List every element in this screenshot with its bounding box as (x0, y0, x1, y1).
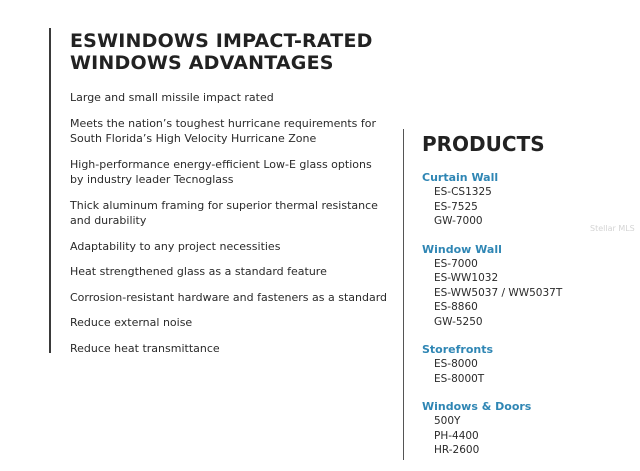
advantage-item (70, 315, 390, 331)
advantage-item (70, 341, 390, 357)
product-model: ES-8860 (434, 301, 478, 313)
advantage-text-line: and durability (70, 214, 147, 227)
advantages-heading (70, 30, 400, 74)
advantage-text-line: High-performance energy-efficient Low-E glass options (70, 157, 372, 171)
product-model: 500Y (434, 415, 461, 427)
product-model: ES-8000 (434, 358, 478, 370)
product-model: GW-5250 (434, 315, 483, 328)
advantage-text-line: Reduce external noise (70, 316, 193, 329)
product-model: ES-7525 (434, 200, 478, 213)
product-category (422, 242, 622, 330)
advantage-item (70, 116, 390, 147)
advantage-item (70, 90, 390, 106)
product-category (422, 399, 622, 458)
product-model: ES-CS1325 (434, 186, 492, 198)
product-category-name: Windows & Doors (422, 400, 532, 413)
advantage-item (70, 157, 390, 188)
left-divider-rule (49, 28, 51, 353)
product-category (422, 342, 622, 386)
product-model: ES-WW1032 (434, 272, 499, 284)
product-model: ES-WW5037 / WW5037T (434, 286, 563, 299)
advantage-text-line: Heat strengthened glass as a standard feature (70, 265, 327, 278)
product-category-name: Window Wall (422, 242, 502, 256)
product-model: ES-8000T (434, 372, 485, 385)
advantage-item (70, 198, 390, 229)
advantages-list (70, 90, 390, 366)
product-model: HR-2600 (434, 444, 480, 456)
advantage-text-line: Meets the nation’s toughest hurricane requirements for (70, 116, 377, 130)
advantage-text-line: Thick aluminum framing for superior thermal resistance (70, 198, 378, 212)
product-model: PH-4400 (434, 429, 479, 442)
products-list (422, 170, 622, 471)
right-divider-rule (403, 129, 404, 460)
watermark: Stellar MLS (590, 224, 635, 233)
product-category (422, 170, 622, 229)
advantage-text-line: Reduce heat transmittance (70, 341, 220, 355)
advantage-item (70, 290, 390, 306)
advantage-text-line: by industry leader Tecnoglass (70, 173, 234, 186)
advantages-heading-line-1: ESWINDOWS IMPACT-RATED (70, 30, 373, 52)
advantage-text-line: South Florida’s High Velocity Hurricane Zone (70, 132, 317, 145)
advantage-text-line: Corrosion-resistant hardware and fasteners as a standard (70, 290, 388, 304)
product-category-name: Curtain Wall (422, 171, 499, 184)
product-category-name: Storefronts (422, 343, 494, 356)
products-title: PRODUCTS (422, 132, 545, 156)
advantage-text-line: Large and small missile impact rated (70, 91, 274, 104)
advantage-item (70, 264, 390, 280)
advantage-text-line: Adaptability to any project necessities (70, 239, 281, 253)
advantage-item (70, 239, 390, 255)
advantages-heading-line-2: WINDOWS ADVANTAGES (70, 52, 334, 74)
product-model: GW-7000 (434, 215, 483, 227)
product-model: ES-7000 (434, 257, 478, 270)
